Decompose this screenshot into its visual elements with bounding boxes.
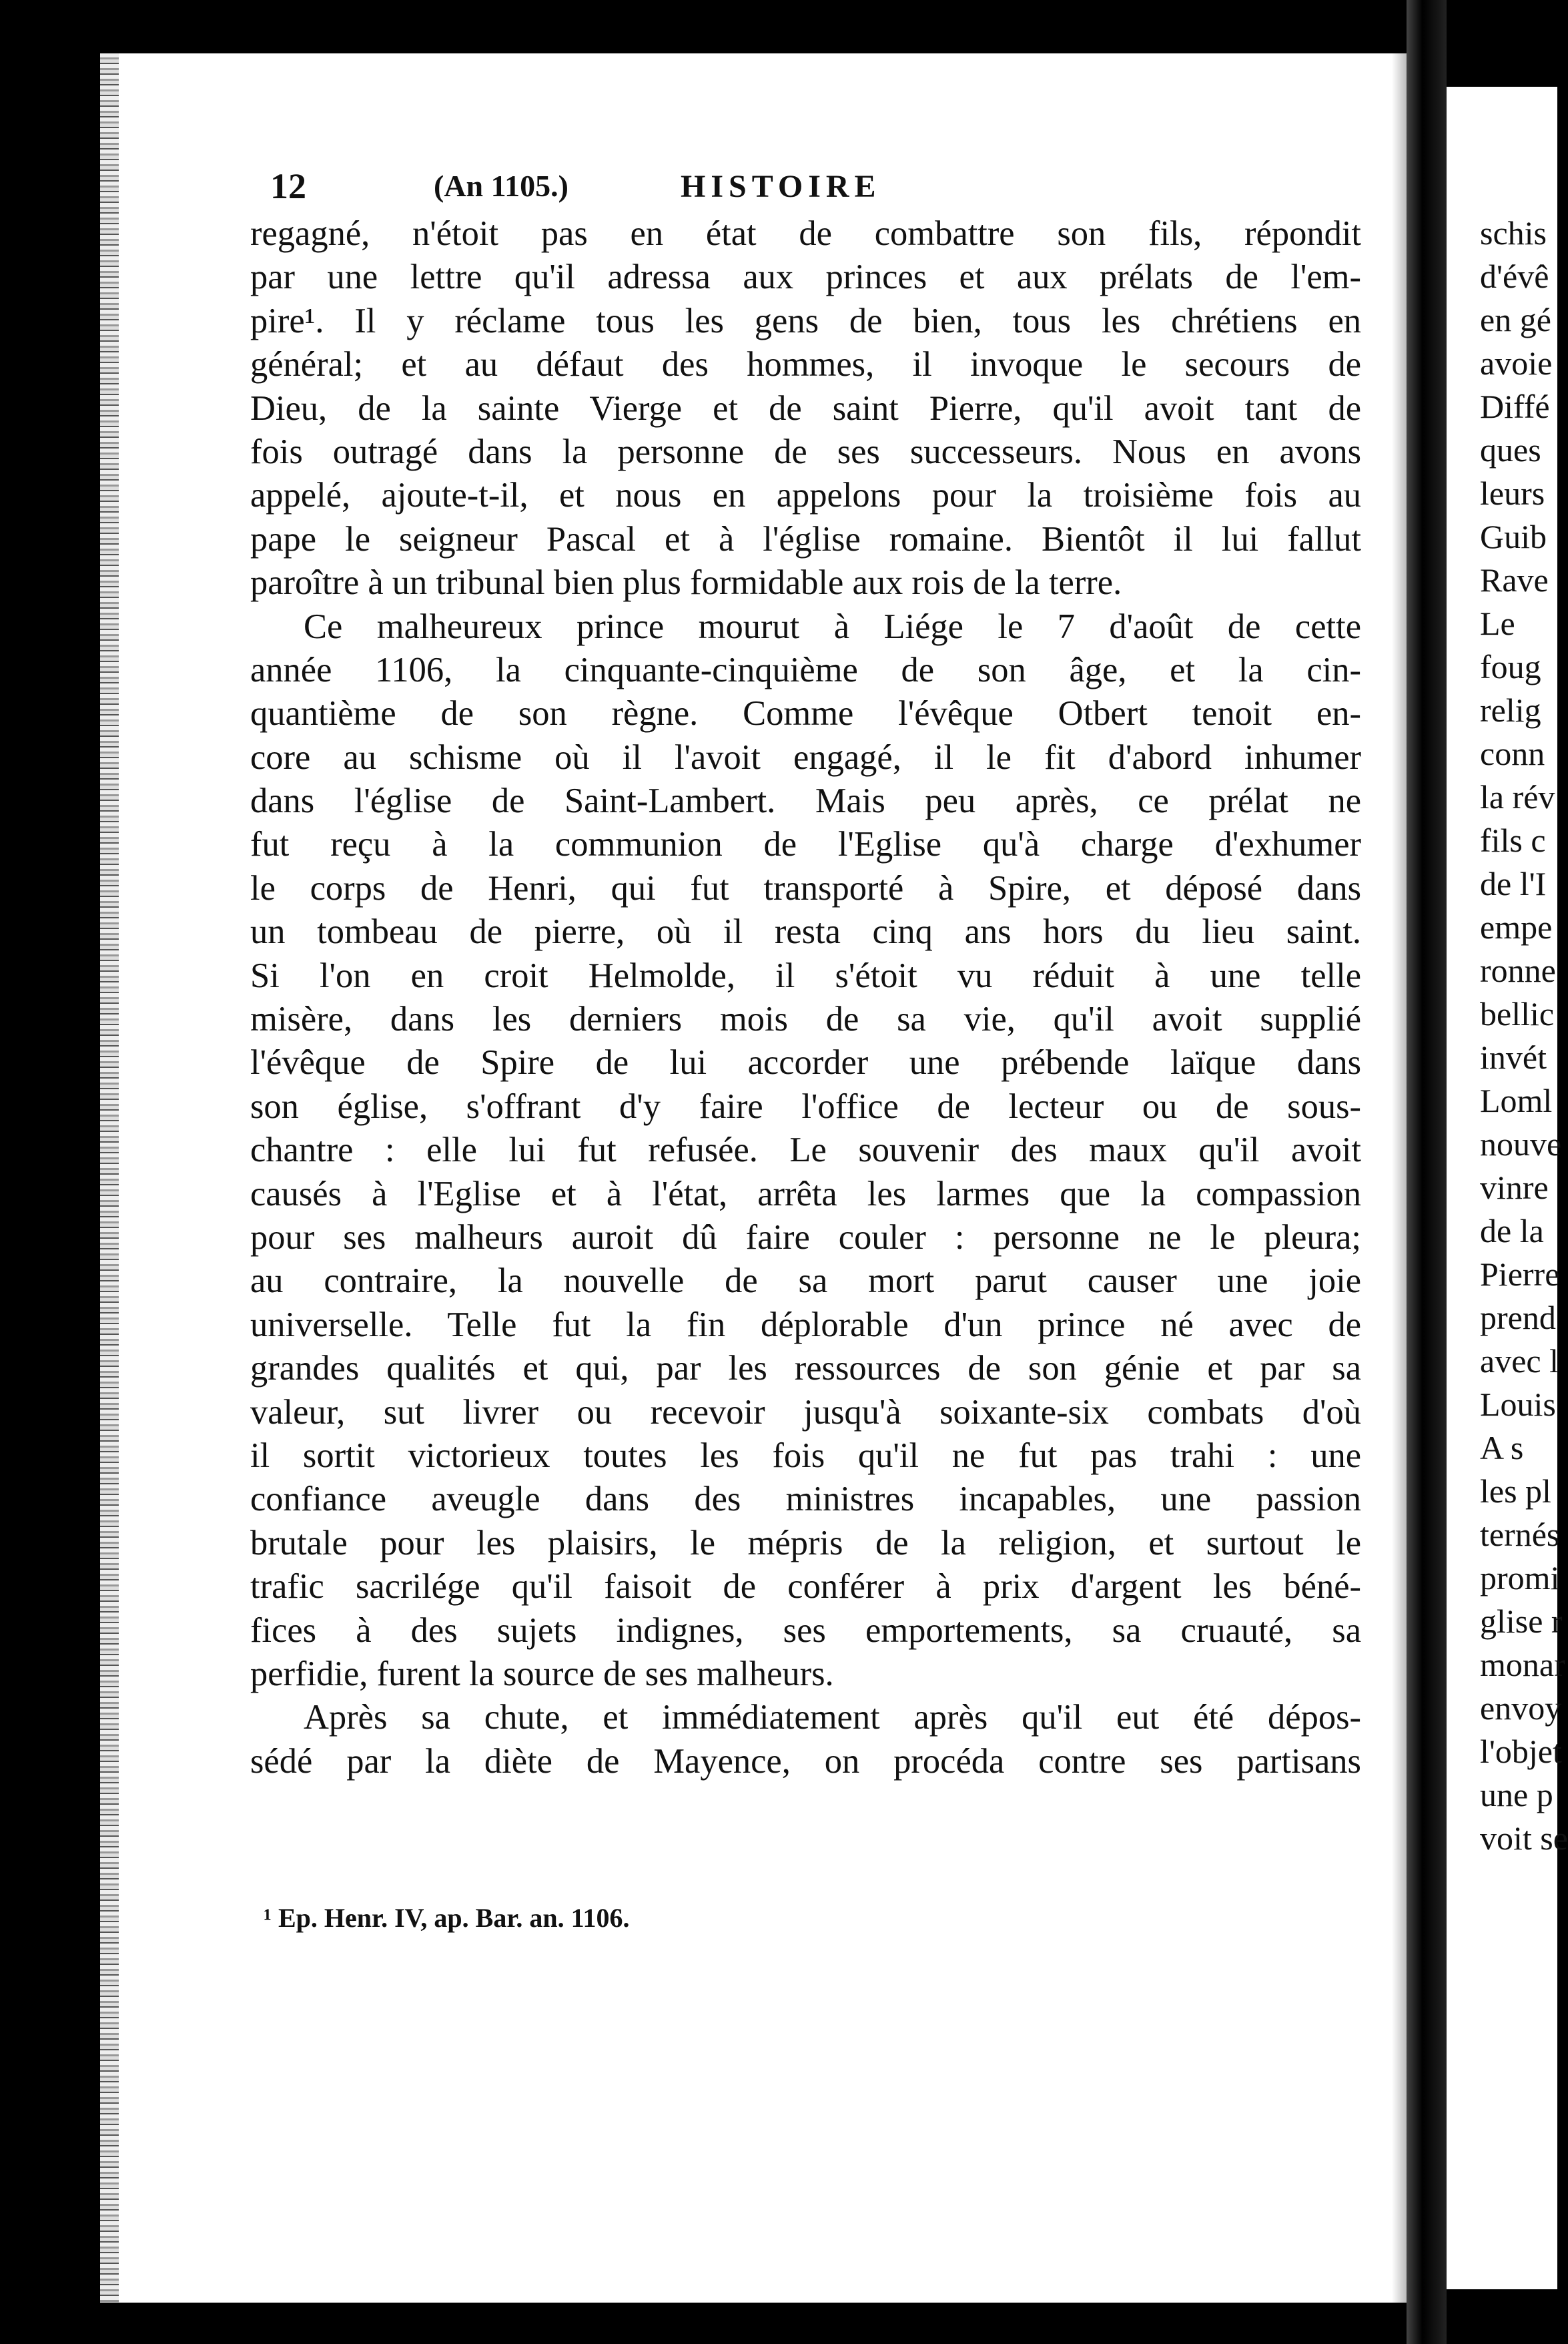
facing-page-line: conn [1480,735,1545,772]
text-line: quantième de son règne. Comme l'évêque Otbert tenoit en- [250,694,1361,734]
text-line: année 1106, la cinquante-cinquième de son âge, et la cin- [250,650,1361,689]
header-year: (An 1105.) [434,169,568,203]
facing-page-line: vinre [1480,1169,1549,1206]
text-line: fices à des sujets indignes, ses emportements, sa cruauté, sa [250,1610,1361,1650]
text-line: misère, dans les derniers mois de sa vie, qu'il avoit supplié [250,1000,1361,1039]
text-line: un tombeau de pierre, où il resta cinq ans hors du lieu saint. [250,912,1361,952]
text-line: le corps de Henri, qui fut transporté à Spire, et déposé dans [250,868,1361,908]
facing-page-line: avec l [1480,1342,1559,1380]
facing-page-line: envoy [1480,1689,1562,1727]
text-line: brutale pour les plaisirs, le mépris de la religion, et surtout le [250,1523,1361,1562]
text-line: regagné, n'étoit pas en état de combattre son fils, répondit [250,214,1361,253]
text-line: fut reçu à la communion de l'Eglise qu'à charge d'exhumer [250,825,1361,864]
facing-page-line: prend [1480,1299,1556,1336]
facing-page-line: schis [1480,214,1547,252]
text-line: Dieu, de la sainte Vierge et de saint Pierre, qu'il avoit tant de [250,388,1361,428]
text-line: dans l'église de Saint-Lambert. Mais peu après, ce prélat ne [250,782,1361,821]
text-line: sédé par la diète de Mayence, on procéda contre ses partisans [250,1741,1361,1781]
facing-page-line: une p [1480,1776,1553,1813]
facing-page-line: voit se [1480,1819,1568,1857]
text-line: Si l'on en croit Helmolde, il s'étoit vu réduit à une telle [250,956,1361,995]
text-line: trafic sacrilége qu'il faisoit de conférer à prix d'argent les béné- [250,1567,1361,1606]
text-line: l'évêque de Spire de lui accorder une prébende laïque dans [250,1043,1361,1083]
text-line: paroître à un tribunal bien plus formidable aux rois de la terre. [250,563,1122,603]
text-line: son église, s'offrant d'y faire l'office de lecteur ou de sous- [250,1087,1361,1126]
page-number: 12 [270,166,306,206]
text-line: causés à l'Eglise et à l'état, arrêta les larmes que la compassion [250,1174,1361,1213]
book-gutter [1407,0,1447,2344]
text-line: général; et au défaut des hommes, il invoque le secours de [250,345,1361,384]
facing-page-line: l'objet [1480,1733,1562,1770]
running-title: HISTOIRE [681,169,881,204]
facing-page-line: glise r [1480,1602,1563,1640]
facing-page-line: leurs [1480,475,1545,512]
text-line: il sortit victorieux toutes les fois qu'il ne fut pas trahi : une [250,1436,1361,1475]
facing-page-line: A s [1480,1429,1524,1466]
facing-page-line: Guib [1480,518,1547,555]
facing-page-line: Le [1480,605,1515,642]
text-line: pour ses malheurs auroit dû faire couler : personne ne le pleura; [250,1217,1361,1257]
facing-page-line: relig [1480,691,1541,729]
facing-page-line: de l'I [1480,865,1547,902]
facing-page-line: en gé [1480,301,1551,338]
text-line: universelle. Telle fut la fin déplorable d'un prince né avec de [250,1305,1361,1344]
text-line: confiance aveugle dans des ministres incapables, une passion [250,1480,1361,1519]
text-line: appelé, ajoute-t-il, et nous en appelons pour la troisième fois au [250,476,1361,515]
facing-page-line: ques [1480,431,1541,469]
facing-page-line: Rave [1480,561,1549,599]
right-facing-page [1447,87,1568,2289]
footnote: ¹ Ep. Henr. IV, ap. Bar. an. 1106. [264,1903,630,1933]
text-line: core au schisme où il l'avoit engagé, il le fit d'abord inhumer [250,738,1361,777]
text-line: par une lettre qu'il adressa aux princes et aux prélats de l'em- [250,258,1361,297]
text-line: chantre : elle lui fut refusée. Le souvenir des maux qu'il avoit [250,1131,1361,1170]
facing-page-line: bellic [1480,995,1555,1033]
text-line: valeur, sut livrer ou recevoir jusqu'à soixante-six combats d'où [250,1392,1361,1432]
facing-page-line: les pl [1480,1472,1551,1510]
text-line: au contraire, la nouvelle de sa mort parut causer une joie [250,1261,1361,1301]
facing-page-line: la rév [1480,778,1555,816]
facing-page-line: promi [1480,1559,1560,1596]
running-header [270,166,1111,212]
facing-page-line: Diffé [1480,388,1550,425]
facing-page-line: nouve [1480,1125,1562,1163]
facing-page-line: Loml [1480,1082,1553,1119]
facing-page-line: ronne [1480,952,1556,989]
facing-page-line: ternés [1480,1516,1560,1553]
text-line: Ce malheureux prince mourut à Liége le 7 d'août de cette [304,607,1361,646]
facing-page-line: d'évê [1480,258,1549,295]
facing-page-line: invét [1480,1039,1547,1076]
book-binding [0,0,100,2344]
binding-edge [100,53,119,2303]
body-text [250,212,1361,1783]
facing-page-line: foug [1480,648,1541,685]
facing-page-line: fils c [1480,822,1546,859]
facing-page-line: monar [1480,1646,1565,1683]
text-line: pape le seigneur Pascal et à l'église romaine. Bientôt il lui fallut [250,519,1361,559]
text-line: perfidie, furent la source de ses malheurs. [250,1654,834,1693]
facing-page-line: avoie [1480,344,1553,382]
text-line: Après sa chute, et immédiatement après qu'il eut été dépos- [304,1698,1361,1737]
text-line: fois outragé dans la personne de ses successeurs. Nous en avons [250,432,1361,471]
page-shadow [1392,53,1407,2303]
facing-page-line: Louis [1480,1386,1556,1423]
text-line: grandes qualités et qui, par les ressources de son génie et par sa [250,1349,1361,1388]
facing-page-line: empe [1480,908,1553,946]
text-line: pire¹. Il y réclame tous les gens de bien, tous les chrétiens en [250,301,1361,340]
facing-page-line: de la [1480,1212,1544,1249]
facing-page-line: Pierre [1480,1255,1560,1293]
